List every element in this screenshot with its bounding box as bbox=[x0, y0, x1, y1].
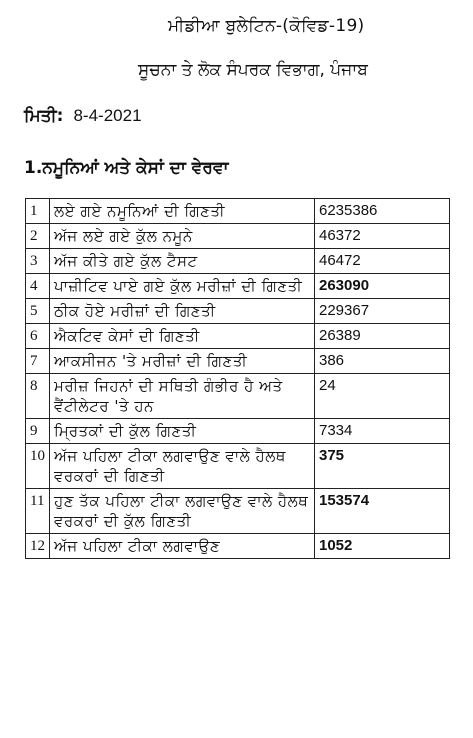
table-row bbox=[26, 349, 450, 374]
table-row bbox=[26, 324, 450, 349]
row-value: 153574 bbox=[315, 489, 450, 534]
row-label: ਅੱਜ ਪਹਿਲਾ ਟੀਕਾ ਲਗਵਾਉਣ ਵਾਲੇ ਹੈਲਥ ਵਰਕਰਾਂ ਦੀ ਗਿਣਤੀ bbox=[50, 444, 315, 489]
row-number: 1 bbox=[26, 199, 50, 224]
row-number: 5 bbox=[26, 299, 50, 324]
date-value: 8-4-2021 bbox=[73, 106, 142, 125]
row-value: 7334 bbox=[315, 419, 450, 444]
row-number: 2 bbox=[26, 224, 50, 249]
row-number: 10 bbox=[26, 444, 50, 489]
row-label: ਠੀਕ ਹੋਏ ਮਰੀਜ਼ਾਂ ਦੀ ਗਿਣਤੀ bbox=[50, 299, 315, 324]
table-row bbox=[26, 249, 450, 274]
row-label: ਅੱਜ ਲਏ ਗਏ ਕੁੱਲ ਨਮੂਨੇ bbox=[50, 224, 315, 249]
row-value: 229367 bbox=[315, 299, 450, 324]
table-row bbox=[26, 224, 450, 249]
row-label: ਐਕਟਿਵ ਕੇਸਾਂ ਦੀ ਗਿਣਤੀ bbox=[50, 324, 315, 349]
date-label: ਮਿਤੀ: bbox=[24, 106, 64, 126]
row-number: 3 bbox=[26, 249, 50, 274]
row-value: 6235386 bbox=[315, 199, 450, 224]
row-label: ਆਕਸੀਜਨ 'ਤੇ ਮਰੀਜ਼ਾਂ ਦੀ ਗਿਣਤੀ bbox=[50, 349, 315, 374]
table-row bbox=[26, 419, 450, 444]
table-row bbox=[26, 374, 450, 419]
department-name: ਸੂਚਨਾ ਤੇ ਲੋਕ ਸੰਪਰਕ ਵਿਭਾਗ, ਪੰਜਾਬ bbox=[138, 60, 368, 80]
row-value: 46372 bbox=[315, 224, 450, 249]
cases-table bbox=[25, 198, 450, 559]
table-row bbox=[26, 274, 450, 299]
row-number: 8 bbox=[26, 374, 50, 419]
row-label: ਅੱਜ ਕੀਤੇ ਗਏ ਕੁੱਲ ਟੈਸਟ bbox=[50, 249, 315, 274]
row-number: 9 bbox=[26, 419, 50, 444]
row-label: ਹੁਣ ਤੱਕ ਪਹਿਲਾ ਟੀਕਾ ਲਗਵਾਉਣ ਵਾਲੇ ਹੈਲਥ ਵਰਕਰਾਂ ਦੀ ਕੁੱਲ ਗਿਣਤੀ bbox=[50, 489, 315, 534]
row-value: 26389 bbox=[315, 324, 450, 349]
row-value: 24 bbox=[315, 374, 450, 419]
row-label: ਪਾਜ਼ੀਟਿਵ ਪਾਏ ਗਏ ਕੁੱਲ ਮਰੀਜ਼ਾਂ ਦੀ ਗਿਣਤੀ bbox=[50, 274, 315, 299]
cases-table-body bbox=[26, 199, 450, 559]
table-row bbox=[26, 444, 450, 489]
row-value: 375 bbox=[315, 444, 450, 489]
row-number: 6 bbox=[26, 324, 50, 349]
row-value: 263090 bbox=[315, 274, 450, 299]
row-value: 46472 bbox=[315, 249, 450, 274]
row-label: ਮਰੀਜ਼ ਜਿਹਨਾਂ ਦੀ ਸਥਿਤੀ ਗੰਭੀਰ ਹੈ ਅਤੇ ਵੈਂਟੀਲੇਟਰ 'ਤੇ ਹਨ bbox=[50, 374, 315, 419]
section-heading: 1.ਨਮੂਨਿਆਂ ਅਤੇ ਕੇਸਾਂ ਦਾ ਵੇਰਵਾ bbox=[24, 158, 229, 178]
row-number: 4 bbox=[26, 274, 50, 299]
table-row bbox=[26, 299, 450, 324]
row-label: ਮ੍ਰਿਤਕਾਂ ਦੀ ਕੁੱਲ ਗਿਣਤੀ bbox=[50, 419, 315, 444]
row-number: 11 bbox=[26, 489, 50, 534]
row-value: 386 bbox=[315, 349, 450, 374]
row-number: 7 bbox=[26, 349, 50, 374]
table-row bbox=[26, 199, 450, 224]
row-label: ਲਏ ਗਏ ਨਮੂਨਿਆਂ ਦੀ ਗਿਣਤੀ bbox=[50, 199, 315, 224]
row-label: ਅੱਜ ਪਹਿਲਾ ਟੀਕਾ ਲਗਵਾਉਣ bbox=[50, 534, 315, 559]
bulletin-date bbox=[24, 106, 142, 126]
table-row bbox=[26, 489, 450, 534]
table-row bbox=[26, 534, 450, 559]
bulletin-title: ਮੀਡੀਆ ਬੁਲੇਟਿਨ-(ਕੋਵਿਡ-19) bbox=[168, 16, 365, 36]
row-number: 12 bbox=[26, 534, 50, 559]
row-value: 1052 bbox=[315, 534, 450, 559]
